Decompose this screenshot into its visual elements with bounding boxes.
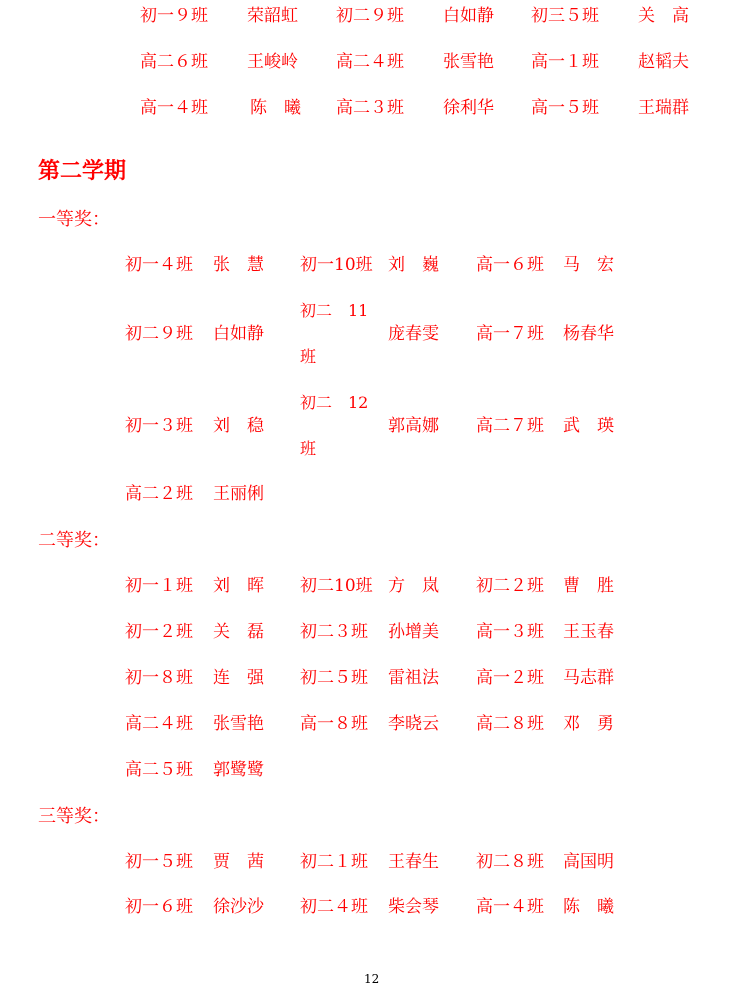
student-name: 关 磊 [213,622,264,642]
student-name: 王丽俐 [213,484,264,504]
class-cell: 初一１班 [125,576,193,596]
student-name: 张雪艳 [443,52,494,72]
student-name: 王春生 [388,852,439,872]
class-cell: 高二８班 [476,714,544,734]
student-name: 陈 曦 [563,897,614,917]
class-cell: 初二５班 [300,668,368,688]
student-name: 高国明 [563,852,614,872]
class-cell: 初二３班 [300,622,368,642]
student-name: 刘 晖 [213,576,264,596]
student-name: 马 宏 [563,255,614,275]
student-name: 张 慧 [213,255,264,275]
student-name: 徐沙沙 [213,897,264,917]
student-name: 柴会琴 [388,897,439,917]
class-cell: 初二１班 [300,852,368,872]
class-cell: 初一５班 [125,852,193,872]
class-cell: 初一８班 [125,668,193,688]
student-name: 方 岚 [388,576,439,596]
class-cell: 高一４班 [476,897,544,917]
student-name: 杨春华 [563,324,614,344]
student-name: 荣韶虹 [247,6,298,26]
student-name: 连 强 [213,668,264,688]
student-name: 白如静 [443,6,494,26]
class-cell-wrapped: 初二 12 [300,393,369,412]
student-name: 张雪艳 [213,714,264,734]
student-name: 曹 胜 [563,576,614,596]
class-cell: 高一３班 [476,622,544,642]
class-cell: 初一３班 [125,416,193,436]
class-cell: 初一９班 [140,6,208,26]
student-name: 陈 曦 [250,98,301,118]
student-name: 徐利华 [443,98,494,118]
student-name: 赵韬夫 [638,52,689,72]
page-number: 12 [364,972,380,986]
student-name: 邓 勇 [563,714,614,734]
prize-label: 三等奖： [38,806,110,827]
class-cell: 高二４班 [336,52,404,72]
student-name: 王峻岭 [247,52,298,72]
class-cell: 高一４班 [140,98,208,118]
class-cell: 高二２班 [125,484,193,504]
class-cell-wrapped-end: 班 [300,439,317,458]
class-cell: 初二４班 [300,897,368,917]
class-cell: 初一４班 [125,255,193,275]
student-name: 王瑞群 [638,98,689,118]
class-cell: 初二２班 [476,576,544,596]
student-name: 庞春雯 [388,324,439,344]
class-cell-wrapped-end: 班 [300,347,317,366]
class-cell: 初一２班 [125,622,193,642]
section-title: 第二学期 [38,158,127,184]
student-name: 孙增美 [388,622,439,642]
student-name: 关 高 [638,6,689,26]
class-cell: 初二９班 [336,6,404,26]
student-name: 刘 巍 [388,255,439,275]
student-name: 贾 茜 [213,852,264,872]
student-name: 郭高娜 [388,416,439,436]
prize-label: 一等奖： [38,209,110,230]
class-cell: 初一６班 [125,897,193,917]
class-cell: 高一７班 [476,324,544,344]
class-cell: 初二８班 [476,852,544,872]
class-cell: 高一２班 [476,668,544,688]
class-cell: 初一10班 [300,255,373,275]
class-cell-wrapped: 初二 11 [300,301,369,320]
student-name: 马志群 [563,668,614,688]
class-cell: 初三５班 [531,6,599,26]
student-name: 王玉春 [563,622,614,642]
class-cell: 高二５班 [125,760,193,780]
prize-label: 二等奖： [38,530,110,551]
class-cell: 高一１班 [531,52,599,72]
class-cell: 高二６班 [140,52,208,72]
class-cell: 高一８班 [300,714,368,734]
student-name: 刘 稳 [213,416,264,436]
class-cell: 高二４班 [125,714,193,734]
class-cell: 高一６班 [476,255,544,275]
student-name: 白如静 [213,324,264,344]
class-cell: 高二３班 [336,98,404,118]
student-name: 武 瑛 [563,416,614,436]
class-cell: 高二７班 [476,416,544,436]
class-cell: 初二９班 [125,324,193,344]
class-cell: 初二10班 [300,576,373,596]
student-name: 雷祖法 [388,668,439,688]
student-name: 郭鹭鹭 [213,760,264,780]
student-name: 李晓云 [388,714,439,734]
class-cell: 高一５班 [531,98,599,118]
